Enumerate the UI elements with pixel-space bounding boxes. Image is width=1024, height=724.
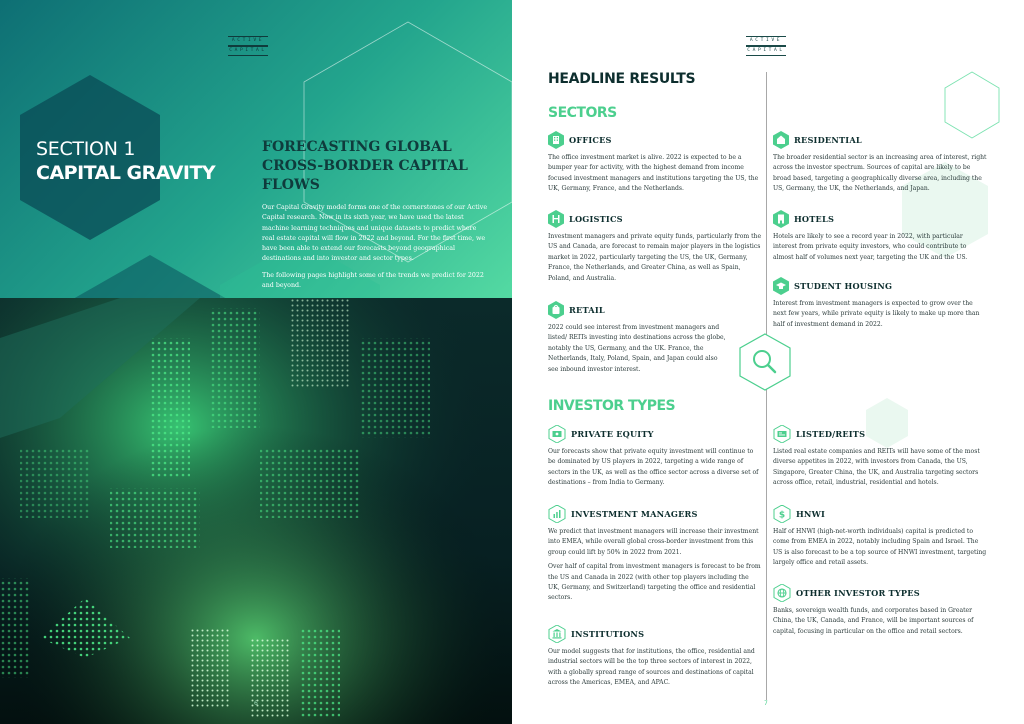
- item-text: Investment managers and private equity funds, particularly from the US and Canada, are forecast to remain major players in the logistics market in 2022, particularly targeting the US, the UK, Germany, France, the Netherlands, and Greater China, as well as Spain, Poland, and Australia.: [548, 233, 762, 282]
- institution-icon: [548, 625, 566, 643]
- stock-ticker-photo: [0, 298, 512, 724]
- sector-student-housing: [773, 277, 987, 334]
- item-title: INSTITUTIONS: [571, 629, 645, 639]
- page-number-right: 7: [764, 700, 768, 707]
- graduation-cap-icon: [773, 277, 789, 295]
- page-headline: HEADLINE RESULTS: [548, 71, 696, 87]
- intro-paragraph: Our Capital Gravity model forms one of the cornerstones of our Active Capital research. Now in its sixth year, we have used the latest machine learning techniques and unique datasets to predict where real estate capital will flow in 2022 and beyond. For the first time, we have been able to extend our forecasts beyond geographical destinations and into investor and sector types.: [262, 204, 488, 263]
- active-capital-logo: ACTIVE CAPITAL: [746, 36, 786, 58]
- investor-listed-reits: [773, 425, 987, 493]
- item-text: Half of HNWI (high-net-worth individuals) capital is predicted to come from EMEA in 2022, notably including Spain and Israel. The US is also forecast to be a top source of HNWI investment, targeting largely office and retail assets.: [773, 528, 987, 567]
- investor-types-heading: INVESTOR TYPES: [548, 398, 676, 414]
- item-text: Over half of capital from investment managers is forecast to be from the US and Canada in 2022 (with other top players including the UK, Germany, and Switzerland) targeting the office and residential sectors.: [548, 563, 761, 602]
- item-text: We predict that investment managers will increase their investment into EMEA, while overall global cross-border investment from this group could lift by 50% in 2022 from 2021.: [548, 528, 759, 556]
- search-icon: [738, 332, 792, 392]
- sector-logistics: [548, 210, 762, 288]
- item-title: HOTELS: [794, 214, 835, 224]
- bar-chart-icon: [548, 505, 566, 523]
- item-title: LISTED/REITS: [796, 429, 866, 439]
- item-title: STUDENT HOUSING: [794, 281, 893, 291]
- page-number-left: 6: [254, 700, 258, 707]
- item-title: OTHER INVESTOR TYPES: [796, 588, 920, 598]
- investor-institutions: [548, 625, 762, 693]
- dollar-icon: [773, 505, 791, 523]
- hotel-icon: [773, 210, 789, 228]
- item-text: Hotels are likely to see a record year in 2022, with particular interest from private equity investors, who could contribute to almost half of volumes next year, targeting the UK and the US.: [773, 233, 968, 261]
- item-title: INVESTMENT MANAGERS: [571, 509, 698, 519]
- active-capital-logo: ACTIVE CAPITAL: [228, 36, 268, 58]
- section-number: SECTION 1: [36, 138, 136, 160]
- sector-retail: [548, 301, 762, 379]
- svg-text:$: $: [778, 510, 786, 521]
- item-title: OFFICES: [569, 135, 612, 145]
- item-title: HNWI: [796, 509, 826, 519]
- item-title: PRIVATE EQUITY: [571, 429, 654, 439]
- sectors-heading: SECTORS: [548, 105, 617, 121]
- sector-offices: [548, 131, 762, 199]
- listed-reits-icon: [773, 425, 791, 443]
- investor-other-types: [773, 584, 987, 641]
- office-building-icon: [548, 131, 564, 149]
- item-text: 2022 could see interest from investment managers and listed/ REITs investing into destinations across the globe, notably the US, Germany, and the UK. France, the Netherlands, Italy, Poland, Spain, and Japan could also see inbound investor interest.: [548, 324, 726, 373]
- investor-hnwi: [773, 505, 987, 573]
- decorative-hexagon: [942, 70, 1002, 140]
- item-text: The broader residential sector is an increasing area of interest, right across the investor spectrum. Sources of capital are likely to be broad based, targeting a geographically diverse area, including the US, Germany, the UK, the Netherlands, and Japan.: [773, 154, 987, 193]
- residential-icon: [773, 131, 789, 149]
- item-text: Listed real estate companies and REITs will have some of the most diverse appetites in 2022, with investors from Canada, the US, Singapore, Greater China, the UK, and Australia targeting sectors across office, retail, industrial, residential and hotels.: [773, 448, 980, 487]
- item-title: RESIDENTIAL: [794, 135, 862, 145]
- sector-hotels: [773, 210, 987, 267]
- item-title: RETAIL: [569, 305, 605, 315]
- item-text: Our forecasts show that private equity investment will continue to be dominated by US players in 2022, targeting a wide range of sectors in the UK, as well as the office sector across a diverse set of destinations – from India to Germany.: [548, 448, 759, 487]
- money-icon: [548, 425, 566, 443]
- investor-investment-managers: [548, 505, 762, 608]
- section-title: CAPITAL GRAVITY: [36, 162, 216, 184]
- item-text: Banks, sovereign wealth funds, and corporates based in Greater China, the UK, Canada, and France, will be important sources of capital, focusing in particular on the office and retail sectors.: [773, 607, 974, 635]
- intro-text: [262, 203, 488, 297]
- logistics-icon: [548, 210, 564, 228]
- sector-residential: [773, 131, 987, 199]
- item-text: The office investment market is alive. 2022 is expected to be a bumper year for activity, with the highest demand from income focused investment managers and institutions targeting the US, the UK, Germany, France, and the Netherlands.: [548, 154, 759, 193]
- item-text: Interest from investment managers is expected to grow over the next few years, while private equity is likely to make up more than half of investment demand in 2022.: [773, 300, 980, 328]
- retail-icon: [548, 301, 564, 319]
- item-text: Our model suggests that for institutions, the office, residential and industrial sectors will be the top three sectors of interest in 2022, with a globally spread range of sources and destinations of capital across the Americas, EMEA, and APAC.: [548, 648, 755, 687]
- left-heading: FORECASTING GLOBAL CROSS-BORDER CAPITAL FLOWS: [262, 139, 468, 193]
- item-title: LOGISTICS: [569, 214, 623, 224]
- investor-private-equity: [548, 425, 762, 493]
- intro-paragraph: The following pages highlight some of the trends we predict for 2022 and beyond.: [262, 271, 484, 290]
- globe-icon: [773, 584, 791, 602]
